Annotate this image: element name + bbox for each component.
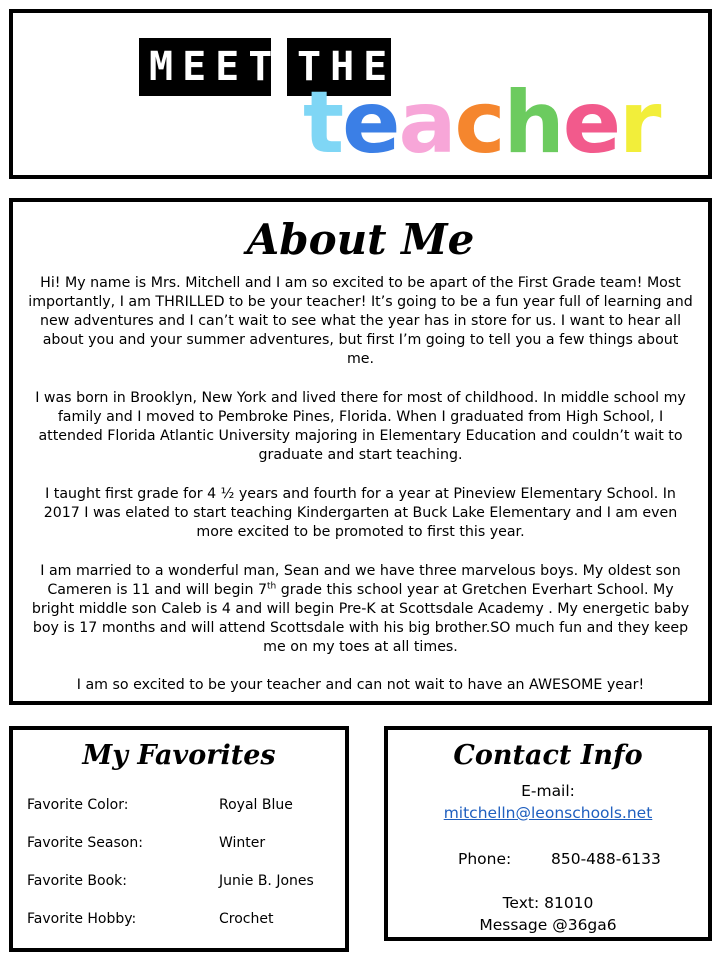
favorites-section <box>9 726 349 952</box>
contact-info-section <box>384 726 712 941</box>
about-title: About Me <box>246 215 475 264</box>
favorite-label: Favorite Book: <box>27 873 127 889</box>
teacher-letter: h <box>503 73 563 173</box>
header-banner <box>9 9 712 179</box>
about-me-section <box>9 198 712 705</box>
about-paragraph-family <box>27 562 694 657</box>
ordinal-suffix: th <box>266 581 277 592</box>
favorites-title: My Favorites <box>82 740 276 771</box>
teacher-letter: a <box>398 73 455 173</box>
family-text-part1: I am married to a wonderful man, Sean and we have three marvelous boys. My oldest son Cameren is 11 and will begin 7 <box>40 563 681 598</box>
phone-label: Phone: <box>458 850 512 868</box>
teacher-letter: e <box>342 73 399 173</box>
about-paragraph-closing: I am so excited to be your teacher and can not wait to have an AWESOME year! <box>76 677 645 693</box>
favorite-label: Favorite Season: <box>27 835 143 851</box>
title-word-meet: MEET <box>139 38 271 96</box>
title-word-the: THE <box>287 38 391 96</box>
favorite-value: Winter <box>219 835 266 851</box>
title-word-teacher <box>303 73 659 173</box>
email-label: E-mail: <box>521 782 575 800</box>
favorite-label: Favorite Hobby: <box>27 911 137 927</box>
favorite-label: Favorite Color: <box>27 797 129 813</box>
favorite-row-book <box>27 870 347 892</box>
teacher-letter: r <box>619 73 660 173</box>
teacher-letter: t <box>303 73 343 173</box>
phone-number: 850-488-6133 <box>551 850 661 868</box>
message-code: Message @36ga6 <box>479 916 617 934</box>
favorite-value: Junie B. Jones <box>219 873 314 889</box>
about-paragraph-career: I taught first grade for 4 ½ years and fourth for a year at Pineview Elementary School. In 2017 I was elated to start teaching Kindergarten at Buck Lake Elementary and I am even more excited to be promoted to first this year. <box>43 486 678 540</box>
favorite-row-season <box>27 832 347 854</box>
family-text-part2: grade this school year at Gretchen Everhart School. My bright middle son Caleb is 4 and will begin Pre-K at Scottsdale Academy . My energetic baby boy is 17 months and will attend Scottsdale with his big brother.SO much fun and they keep me on my toes at all times. <box>31 582 690 655</box>
about-paragraph-intro: Hi! My name is Mrs. Mitchell and I am so excited to be apart of the First Grade team! Most importantly, I am THRILLED to be your teacher! It’s going to be a fun year full of learning and new adventures and I can’t wait to see what the year has in store for us. I want to hear all about you and your summer adventures, but first I’m going to tell you a few things about me. <box>28 275 693 367</box>
about-paragraph-background: I was born in Brooklyn, New York and lived there for most of childhood. In middle school my family and I moved to Pembroke Pines, Florida. When I graduated from High School, I attended Florida Atlantic University majoring in Elementary Education and couldn’t wait to graduate and start teaching. <box>35 390 686 463</box>
favorite-row-hobby <box>27 908 347 930</box>
text-code: Text: 81010 <box>502 894 594 912</box>
favorite-row-color <box>27 794 347 816</box>
teacher-letter: c <box>454 73 504 173</box>
contact-title: Contact Info <box>453 740 643 771</box>
favorite-value: Crochet <box>219 911 274 927</box>
favorite-value: Royal Blue <box>219 797 293 813</box>
teacher-letter: e <box>562 73 620 173</box>
email-link[interactable]: mitchelln@leonschools.net <box>443 804 653 822</box>
